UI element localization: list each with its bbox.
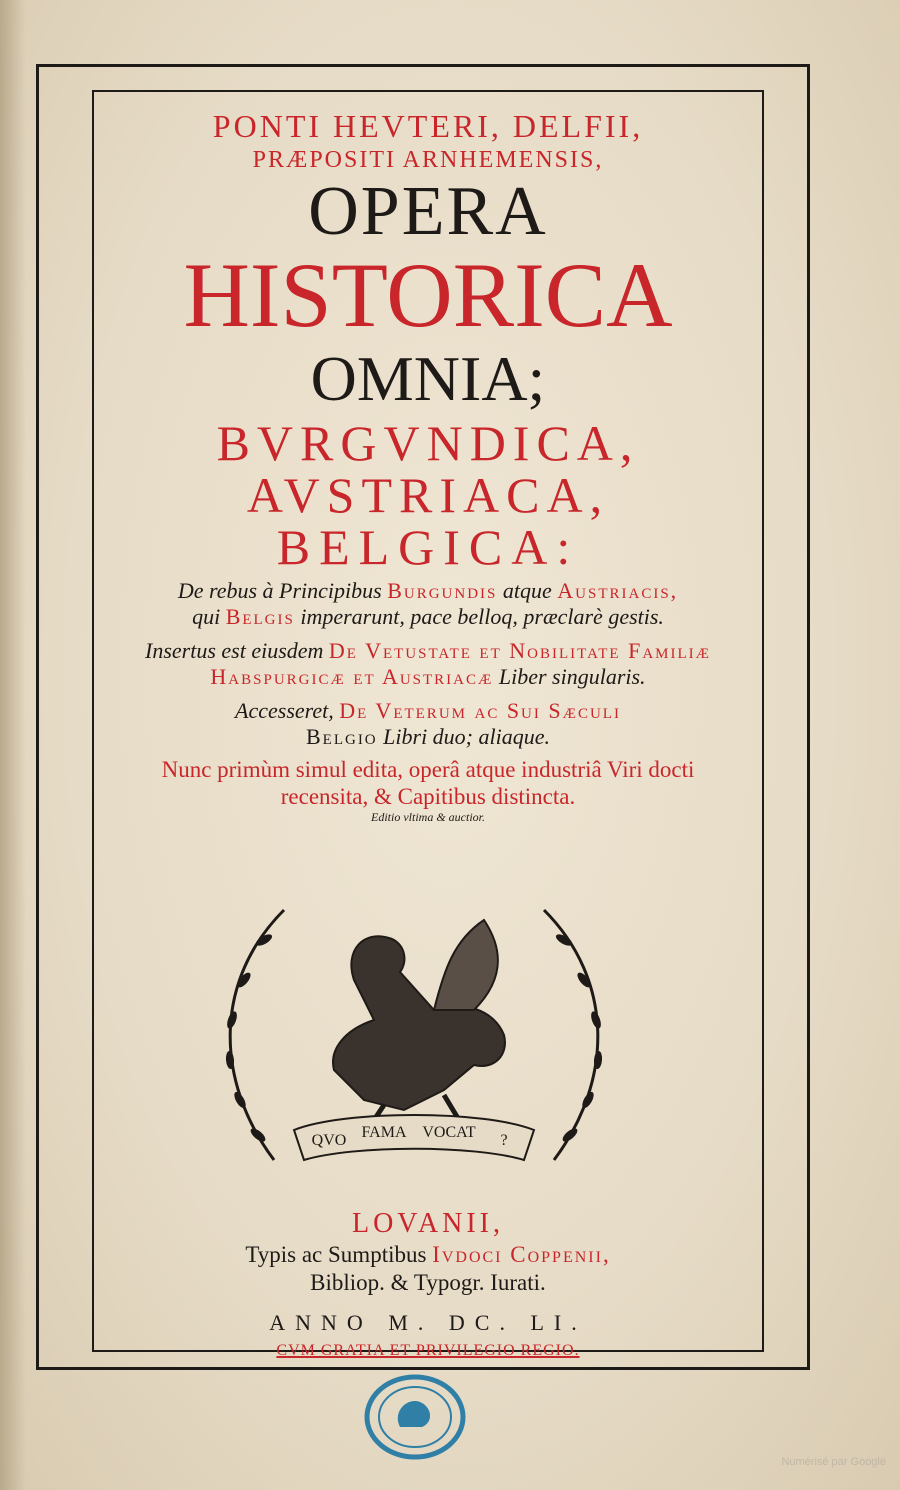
library-stamp-icon xyxy=(362,1372,468,1462)
insert-text: Liber singularis. xyxy=(498,664,646,689)
imprint-privilege: CVM GRATIA ET PRIVILEGIO REGIO. xyxy=(276,1342,580,1359)
edition-line-1: Nunc primùm simul edita, operâ atque industriâ Viri docti xyxy=(161,757,695,782)
imprint-printer xyxy=(96,1242,760,1268)
insert-title: De Vetustate et Nobilitate Familiæ xyxy=(328,638,711,663)
desc-text: imperarunt, pace belloq, præclarè gestis. xyxy=(300,604,664,629)
imprint-year: ANNO M. DC. LI. xyxy=(269,1310,587,1335)
digitization-watermark: Numérisé par Google xyxy=(781,1456,886,1468)
description-line-2 xyxy=(96,604,760,630)
imprint-role: Bibliop. & Typogr. Iurati. xyxy=(310,1270,546,1295)
accessere-text: Libri duo; aliaque. xyxy=(383,724,550,749)
subject-austriaca: AVSTRIACA, xyxy=(246,467,610,523)
desc-belgis: Belgis xyxy=(225,604,295,629)
laurel-wreath-left xyxy=(230,910,284,1160)
motto-word: FAMA xyxy=(361,1124,407,1141)
insert-line-1 xyxy=(96,638,760,664)
desc-burgundis: Burgundis xyxy=(387,578,498,603)
accessere-title: Belgio xyxy=(305,724,378,749)
description-line-1 xyxy=(96,578,760,604)
accessere-title: De Veterum ac Sui Sæculi xyxy=(339,698,621,723)
desc-text: De rebus à Principibus xyxy=(177,578,382,603)
title-opera: OPERA xyxy=(308,173,548,250)
imprint-printer-text: Typis ac Sumptibus xyxy=(245,1242,427,1267)
insert-line-2 xyxy=(96,664,760,690)
edition-line-2: recensita, & Capitibus distincta. xyxy=(280,784,576,809)
accessere-line-1 xyxy=(96,698,760,724)
subject-burgundica: BVRGVNDICA, xyxy=(216,415,640,471)
insert-title: Habspurgicæ et Austriacæ xyxy=(210,664,494,689)
imprint-block xyxy=(96,1208,760,1360)
desc-text: atque xyxy=(502,578,552,603)
accessere-text: Accesseret, xyxy=(235,698,334,723)
spine-shadow xyxy=(0,0,26,1490)
desc-text: qui xyxy=(192,604,221,629)
imprint-printer-name: Ivdoci Coppenii, xyxy=(432,1242,611,1267)
motto-word: VOCAT xyxy=(422,1124,476,1141)
motto-word: QVO xyxy=(311,1132,347,1149)
subject-belgica: BELGICA: xyxy=(276,519,580,575)
desc-austriacis: Austriacis, xyxy=(557,578,679,603)
pegasus-emblem-woodcut xyxy=(204,860,624,1200)
title-historica: HISTORICA xyxy=(183,244,673,346)
imprint-place: LOVANII, xyxy=(351,1208,505,1239)
accessere-line-2 xyxy=(96,724,760,750)
edition-note: Editio vltima & auctior. xyxy=(371,810,485,824)
motto-word: ? xyxy=(500,1132,508,1149)
title-omnia: OMNIA; xyxy=(310,343,546,414)
office-line: PRÆPOSITI ARNHEMENSIS, xyxy=(252,147,604,173)
insert-text: Insertus est eiusdem xyxy=(145,638,324,663)
author-line: PONTI HEVTERI, DELFII, xyxy=(212,108,644,144)
title-block xyxy=(96,100,760,825)
laurel-wreath-right xyxy=(544,910,598,1160)
